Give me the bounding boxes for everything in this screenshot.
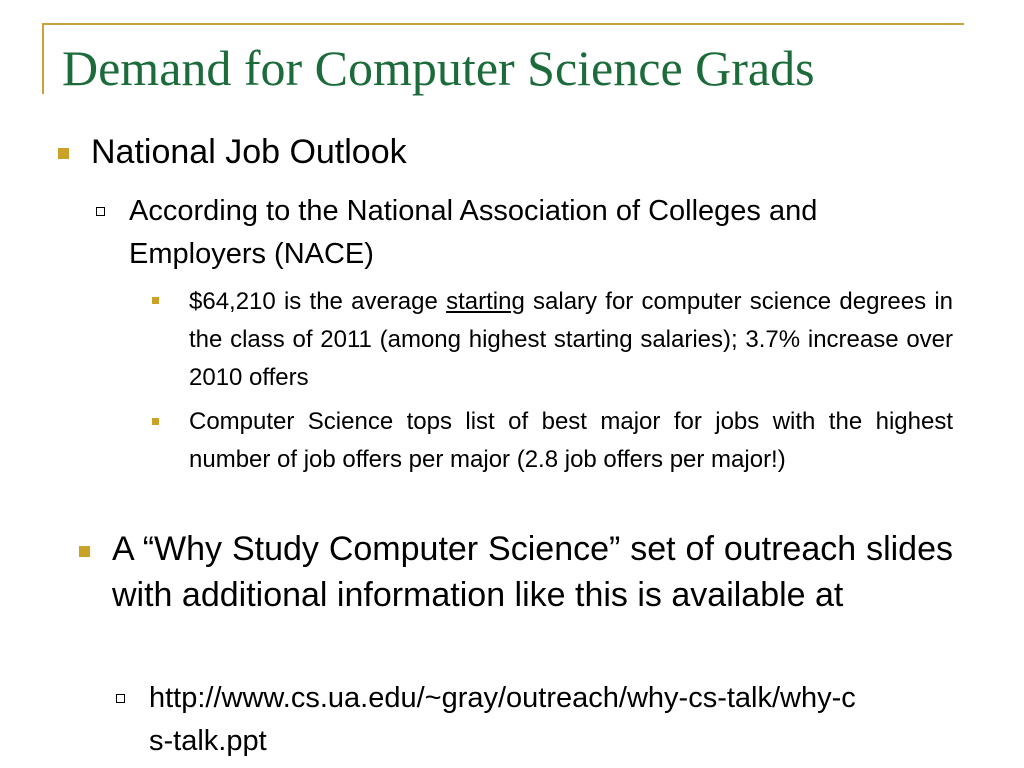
bullet-nace-source: According to the National Association of Colleges and Employers (NACE) [129, 195, 818, 270]
bullet-job-offers: Computer Science tops list of best major for jobs with the highest number of job offers per major (2.8 job offers per major!) [189, 408, 953, 473]
bullet-national-job-outlook: National Job Outlook [91, 133, 407, 171]
title-frame-top-rule [42, 23, 964, 25]
title-frame-left-rule [42, 23, 44, 94]
salary-text-post: salary for computer science degrees in the class of 2011 (among highest starting salaries); 3.7% increase over 2010 offers [189, 288, 954, 391]
bullet-hollow-square-icon [96, 207, 105, 216]
bullet-starting-salary [189, 283, 953, 397]
outreach-url: http://www.cs.ua.edu/~gray/outreach/why-cs-talk/why-cs-talk.ppt [149, 682, 856, 757]
salary-text-underlined: starting [446, 288, 525, 315]
bullet-square-icon [79, 546, 90, 557]
bullet-hollow-square-icon [116, 694, 125, 703]
slide-title: Demand for Computer Science Grads [62, 40, 815, 96]
bullet-why-study-cs: A “Why Study Computer Science” set of outreach slides with additional information like this is available at [112, 530, 953, 614]
bullet-square-small-icon [152, 418, 159, 425]
bullet-square-small-icon [152, 297, 159, 304]
salary-text-pre: $64,210 is the average [189, 288, 438, 315]
bullet-square-icon [58, 148, 69, 159]
